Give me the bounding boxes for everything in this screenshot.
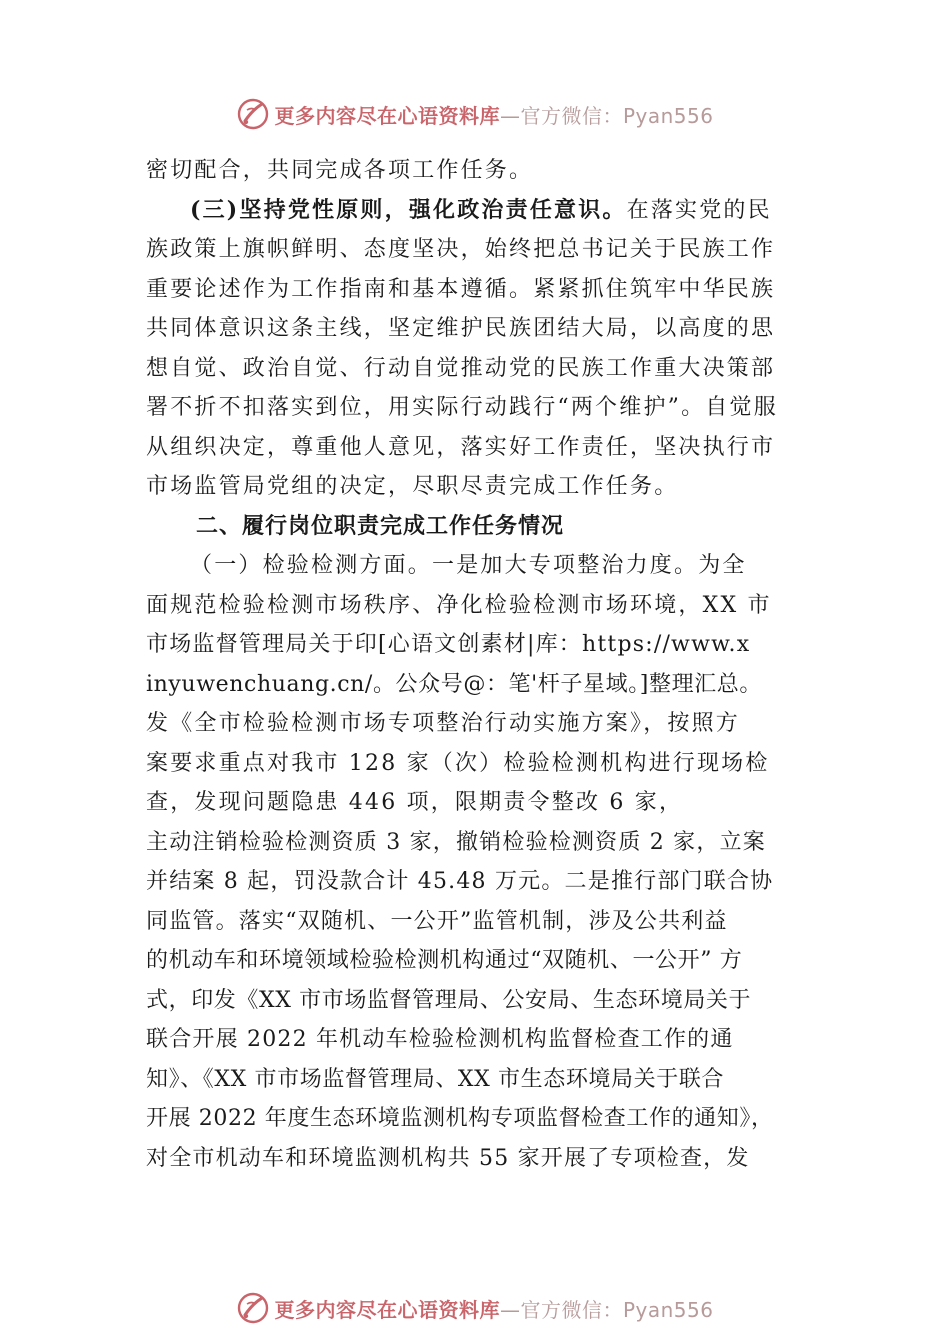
text-line-7: 署不折不扣落实到位，用实际行动践行“两个维护”。自觉服 (146, 395, 778, 420)
watermark-title: 更多内容尽在心语资料库 (274, 1297, 500, 1322)
text-line-15: 案要求重点对我市 128 家（次）检验检测机构进行现场检 (146, 750, 770, 776)
brush-logo-icon (236, 1291, 270, 1325)
text-line-16: 查，发现问题隐患 446 项，限期责令整改 6 家， (146, 790, 684, 815)
section-3-rest: 在落实党的民 (626, 197, 772, 223)
section-3-lead: (三)坚持党性原则，强化政治责任意识。 (190, 196, 627, 223)
brush-logo-icon (236, 97, 270, 131)
text-line-25: 对全市机动车和环境监测机构共 55 家开展了专项检查，发 (146, 1145, 750, 1171)
watermark-wechat: —官方微信：Pyan556 (499, 103, 714, 128)
watermark-banner-top (0, 94, 950, 134)
text-line-12: 市场监督管理局关于印[心语文创素材|库：https://www.x (146, 632, 751, 657)
watermark-title: 更多内容尽在心语资料库 (274, 103, 500, 128)
text-line-23: 知》、《XX 市市场监督管理局、XX 市生态环境局关于联合 (146, 1066, 725, 1092)
text-line-2 (146, 191, 816, 231)
text-line-5: 共同体意识这条主线，坚定维护民族团结大局，以高度的思 (146, 316, 776, 341)
text-line-17: 主动注销检验检测资质 3 家，撤销检验检测资质 2 家，立案 (146, 829, 766, 855)
text-line-21: 式，印发《XX 市市场监督管理局、公安局、生态环境局关于 (146, 987, 752, 1013)
text-line-18: 并结案 8 起，罚没款合计 45.48 万元。二是推行部门联合协 (146, 869, 774, 894)
watermark-banner-bottom (0, 1288, 950, 1328)
text-line-3: 族政策上旗帜鲜明、态度坚决，始终把总书记关于民族工作 (146, 237, 776, 262)
text-line-24: 开展 2022 年度生态环境监测机构专项监督检查工作的通知》， (146, 1106, 774, 1131)
text-line-9: 市场监管局党组的决定，尽职尽责完成工作任务。 (146, 474, 679, 499)
watermark-wechat: —官方微信：Pyan556 (499, 1297, 714, 1322)
section-heading-2: 二、履行岗位职责完成工作任务情况 (196, 513, 565, 539)
text-line-19: 同监管。落实“双随机、一公开”监管机制，涉及公共利益 (146, 908, 728, 934)
text-line-13: inyuwenchuang.cn/。公众号@：笔'杆子星域。]整理汇总。 (146, 671, 762, 697)
text-line-4: 重要论述作为工作指南和基本遵循。紧紧抓住筑牢中华民族 (146, 276, 776, 302)
text-line-10: （一）检验检测方面。一是加大专项整治力度。为全 (190, 553, 747, 578)
text-line-14: 发《全市检验检测市场专项整治行动实施方案》，按照方 (146, 711, 741, 736)
text-line-6: 想自觉、政治自觉、行动自觉推动党的民族工作重大决策部 (146, 355, 776, 381)
text-line-1: 密切配合，共同完成各项工作任务。 (146, 158, 534, 183)
document-body (146, 151, 816, 1178)
text-line-20: 的机动车和环境领域检验检测机构通过“双随机、一公开” 方 (146, 948, 743, 973)
text-line-22: 联合开展 2022 年机动车检验检测机构监督检查工作的通 (146, 1027, 734, 1052)
text-line-8: 从组织决定，尊重他人意见，落实好工作责任，坚决执行市 (146, 434, 776, 460)
text-line-11: 面规范检验检测市场秩序、净化检验检测市场环境，XX 市 (146, 592, 772, 618)
